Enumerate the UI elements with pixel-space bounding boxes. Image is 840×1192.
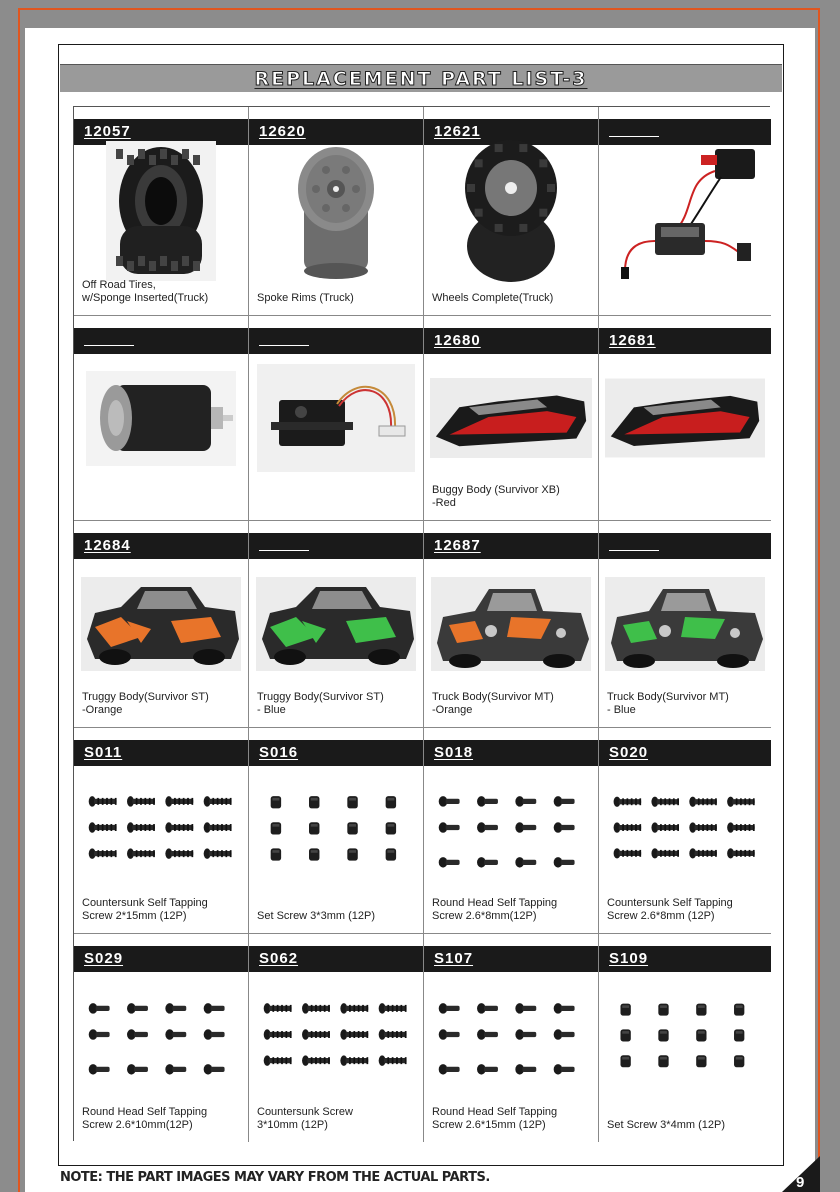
part-code: S011 <box>84 744 123 761</box>
part-cell <box>249 316 424 521</box>
tire-image <box>80 147 242 275</box>
part-code-blank-line <box>609 550 659 551</box>
part-cell <box>74 728 249 934</box>
part-code-blank-line <box>84 345 134 346</box>
part-code-bar <box>424 533 598 559</box>
part-code-bar <box>74 533 248 559</box>
long-screws-image <box>605 768 765 893</box>
title-band <box>60 64 782 92</box>
truck-body-image <box>430 561 592 687</box>
part-code: S016 <box>259 744 299 761</box>
part-code: 12680 <box>434 332 481 349</box>
part-description: Buggy Body (Survivor XB) -Red <box>432 484 560 509</box>
part-cell <box>599 521 771 728</box>
part-cell <box>74 316 249 521</box>
part-code-bar <box>599 328 771 354</box>
part-code-bar <box>249 740 423 766</box>
set-screws-image <box>255 768 417 893</box>
parts-grid <box>73 106 770 1141</box>
part-cell <box>599 728 771 934</box>
part-code-bar <box>599 740 771 766</box>
part-code: 12687 <box>434 537 481 554</box>
part-description: Truggy Body(Survivor ST) -Orange <box>82 691 209 716</box>
part-cell <box>424 521 599 728</box>
page-title: REPLACEMENT PART LIST-3 <box>254 67 588 90</box>
part-cell <box>249 521 424 728</box>
part-cell <box>74 934 249 1142</box>
part-description: Countersunk Screw 3*10mm (12P) <box>257 1106 353 1131</box>
wheel-image <box>430 147 592 275</box>
buggy-body-image <box>605 356 765 480</box>
part-code: S107 <box>434 950 474 967</box>
part-code-bar <box>74 740 248 766</box>
part-cell <box>424 107 599 316</box>
part-code-bar <box>424 740 598 766</box>
part-code-bar <box>424 328 598 354</box>
part-code: S018 <box>434 744 474 761</box>
truggy-body-image <box>80 561 242 687</box>
part-cell <box>599 107 771 316</box>
part-description: Set Screw 3*3mm (12P) <box>257 910 375 922</box>
part-code: S109 <box>609 950 649 967</box>
part-code-bar <box>599 946 771 972</box>
part-code: 12684 <box>84 537 131 554</box>
part-code: S020 <box>609 744 649 761</box>
part-code-bar <box>74 328 248 354</box>
part-cell <box>424 934 599 1142</box>
part-code-bar <box>599 533 771 559</box>
buggy-body-image <box>430 356 592 480</box>
part-cell <box>74 521 249 728</box>
part-description: Truck Body(Survivor MT) - Blue <box>607 691 729 716</box>
part-code-bar <box>249 946 423 972</box>
part-description: Countersunk Self Tapping Screw 2*15mm (12P) <box>82 897 208 922</box>
footer-note: NOTE: THE PART IMAGES MAY VARY FROM THE ACTUAL PARTS. <box>60 1170 490 1185</box>
part-description: Wheels Complete(Truck) <box>432 292 554 304</box>
part-code: 12681 <box>609 332 656 349</box>
part-cell <box>599 934 771 1142</box>
part-cell <box>249 934 424 1142</box>
part-code: S029 <box>84 950 124 967</box>
part-description: Round Head Self Tapping Screw 2.6*10mm(12P) <box>82 1106 208 1131</box>
part-code-bar <box>249 328 423 354</box>
part-description: Set Screw 3*4mm (12P) <box>607 1119 725 1131</box>
part-code: 12057 <box>84 123 131 140</box>
part-code-bar <box>424 946 598 972</box>
part-code: 12621 <box>434 123 481 140</box>
rim-image <box>255 147 417 275</box>
motor-image <box>80 356 242 480</box>
part-code-blank-line <box>259 345 309 346</box>
part-code-bar <box>74 946 248 972</box>
truggy-body-image <box>255 561 417 687</box>
esc-image <box>605 147 765 275</box>
short-screws-image <box>430 768 592 893</box>
page-number: 9 <box>796 1174 805 1191</box>
part-cell <box>424 316 599 521</box>
long-screws-image <box>80 768 242 893</box>
set-screws-image <box>605 974 765 1102</box>
part-code-bar <box>249 533 423 559</box>
part-cell <box>249 728 424 934</box>
servo-image <box>255 356 417 480</box>
part-description: Truggy Body(Survivor ST) - Blue <box>257 691 384 716</box>
part-description: Countersunk Self Tapping Screw 2.6*8mm (12P) <box>607 897 733 922</box>
short-screws-image <box>80 974 242 1102</box>
short-screws-image <box>430 974 592 1102</box>
part-description: Round Head Self Tapping Screw 2.6*15mm (12P) <box>432 1106 558 1131</box>
long-screws-image <box>255 974 417 1102</box>
part-description: Round Head Self Tapping Screw 2.6*8mm(12P) <box>432 897 558 922</box>
part-cell <box>599 316 771 521</box>
part-description: Off Road Tires, w/Sponge Inserted(Truck) <box>82 279 209 304</box>
part-code-blank-line <box>259 550 309 551</box>
truck-body-image <box>605 561 765 687</box>
part-code: 12620 <box>259 123 306 140</box>
part-code-blank-line <box>609 136 659 137</box>
part-cell <box>249 107 424 316</box>
part-code: S062 <box>259 950 299 967</box>
part-description: Truck Body(Survivor MT) -Orange <box>432 691 554 716</box>
part-cell <box>74 107 249 316</box>
part-description: Spoke Rims (Truck) <box>257 292 354 304</box>
part-cell <box>424 728 599 934</box>
